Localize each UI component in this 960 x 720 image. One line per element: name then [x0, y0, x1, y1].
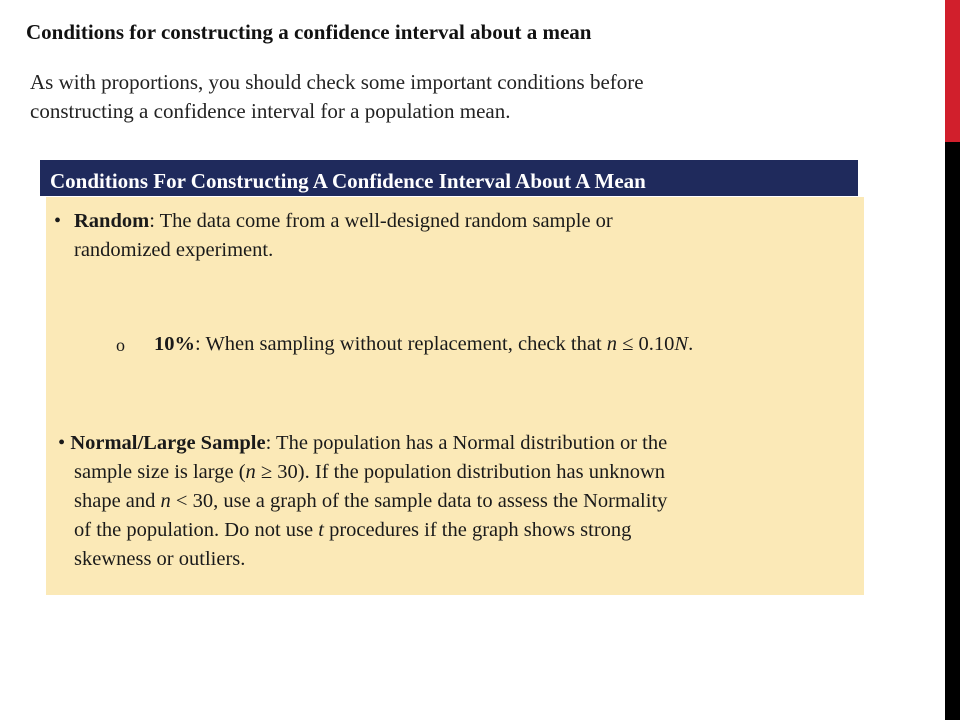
variable-n: n: [606, 333, 618, 355]
normal-text-line-1: : The population has a Normal distribution or the: [265, 432, 668, 454]
ten-percent-text-c: .: [688, 333, 694, 355]
variable-t: t: [318, 519, 324, 541]
intro-line-2: constructing a confidence interval for a population mean.: [30, 99, 511, 123]
ten-percent-term: 10%: [154, 333, 195, 355]
normal-condition: [58, 429, 667, 574]
random-condition: [54, 207, 613, 265]
conditions-box-header: Conditions For Constructing A Confidence Interval About A Mean: [40, 160, 858, 196]
random-text-line-2: randomized experiment.: [74, 239, 274, 261]
random-term: Random: [74, 210, 150, 232]
bullet-icon: •: [54, 210, 62, 232]
bullet-icon: •: [58, 432, 66, 454]
normal-text-line-2b: ≥ 30). If the population distribution has unknown: [255, 461, 666, 483]
normal-text-line-2a: sample size is large (: [74, 461, 246, 483]
conditions-box: [46, 197, 864, 595]
normal-term: Normal/Large Sample: [70, 432, 266, 454]
random-text-line-1: : The data come from a well-designed random sample or: [149, 210, 613, 232]
circle-bullet-icon: o: [116, 335, 125, 355]
normal-text-line-4a: of the population. Do not use: [74, 519, 319, 541]
variable-n: n: [245, 461, 256, 483]
intro-line-1: As with proportions, you should check some important conditions before: [30, 70, 644, 94]
variable-n: n: [160, 490, 171, 512]
normal-text-line-4b: procedures if the graph shows strong: [323, 519, 632, 541]
intro-paragraph: [30, 68, 850, 126]
ten-percent-text-a: : When sampling without replacement, check that: [195, 333, 607, 355]
slide-title: Conditions for constructing a confidence interval about a mean: [26, 20, 592, 44]
normal-text-line-5: skewness or outliers.: [74, 548, 246, 570]
variable-N: N: [674, 333, 689, 355]
normal-text-line-3b: < 30, use a graph of the sample data to assess the Normality: [170, 490, 668, 512]
accent-bar-red: [945, 0, 960, 142]
normal-text-line-3a: shape and: [74, 490, 161, 512]
ten-percent-condition: [116, 330, 694, 359]
ten-percent-text-b: ≤ 0.10: [617, 333, 675, 355]
